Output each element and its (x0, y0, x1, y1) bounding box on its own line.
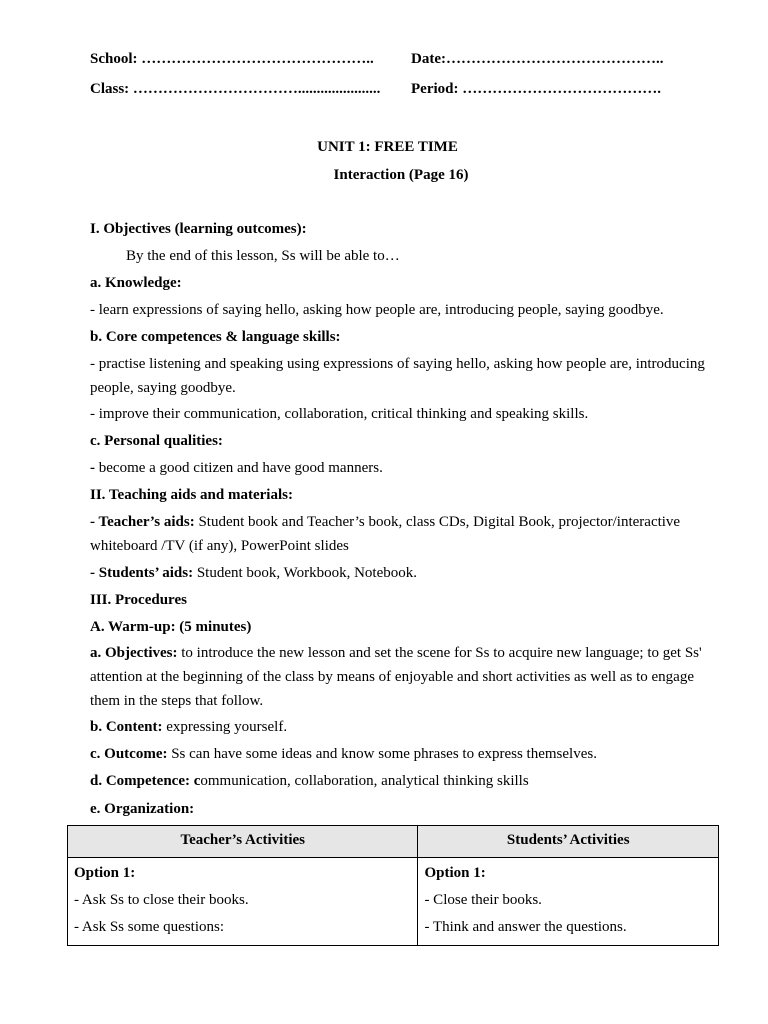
students-activities-cell (418, 858, 719, 946)
date-field: Date:…………………………………….. (411, 51, 664, 67)
warmup-objectives-text: to introduce the new lesson and set the scene for Ss to acquire new language; to get Ss' attention at the beginning of the class by means of enjoyable and short activities as well as to engage them in the steps that follow. (90, 645, 702, 709)
warmup-content-text: expressing yourself. (162, 719, 288, 735)
organization-table (67, 825, 719, 946)
core-competences-line-1: - practise listening and speaking using expressions of saying hello, asking how people are, introducing people, saying goodbye. (90, 356, 705, 396)
students-activity-line: - Close their books. (424, 892, 542, 908)
warmup-content-label: b. Content: (90, 719, 163, 735)
teacher-aids-label: - Teacher’s aids: (90, 514, 195, 530)
table-header-row (68, 826, 719, 858)
knowledge-heading: a. Knowledge: (90, 275, 182, 291)
organization-heading: e. Organization: (90, 801, 195, 817)
students-aids-text: Student book, Workbook, Notebook. (193, 565, 418, 581)
teacher-aids (90, 510, 705, 558)
objectives-heading: I. Objectives (learning outcomes): (90, 221, 307, 237)
warmup-outcome-text: Ss can have some ideas and know some phrases to express themselves. (167, 746, 597, 762)
personal-text: become a good citizen and have good manners. (95, 460, 383, 476)
table-row (68, 858, 719, 946)
core-competences-heading: b. Core competences & language skills: (90, 329, 341, 345)
teacher-option-label: Option 1: (74, 865, 136, 881)
teacher-aids-text: Student book and Teacher’s book, class CDs, Digital Book, projector/interactive whiteboard /TV (if any), PowerPoint slides (90, 514, 681, 554)
warmup-outcome (90, 742, 720, 766)
class-field: Class: ……………………………...................... (90, 81, 381, 97)
warmup-objectives-label: a. Objectives: (90, 645, 178, 661)
teacher-activity-line: - Ask Ss to close their books. (74, 892, 249, 908)
school-field: School: ……………………………………….. (90, 51, 374, 67)
students-activities-header: Students’ Activities (418, 826, 719, 858)
knowledge-text: - learn expressions of saying hello, asking how people are, introducing people, saying goodbye. (90, 302, 664, 318)
students-aids-label: - Students’ aids: (90, 565, 194, 581)
personal-qualities-text (90, 456, 720, 480)
warmup-competence (90, 769, 720, 793)
core-competences-line-2: - improve their communication, collaboration, critical thinking and speaking skills. (90, 406, 589, 422)
personal-dash: - (90, 460, 95, 476)
warmup-competence-label: d. Competence: c (90, 773, 201, 789)
students-aids (90, 561, 720, 585)
teacher-activities-header: Teacher’s Activities (68, 826, 418, 858)
warmup-heading: A. Warm-up: (5 minutes) (90, 619, 252, 635)
period-field: Period: …………………………………. (411, 81, 661, 97)
teacher-activity-line: - Ask Ss some questions: (74, 919, 225, 935)
unit-title: UNIT 1: FREE TIME (317, 139, 458, 155)
lesson-title: Interaction (Page 16) (333, 167, 469, 183)
objectives-intro: By the end of this lesson, Ss will be able to… (126, 248, 400, 264)
warmup-objectives (90, 641, 718, 713)
teaching-aids-heading: II. Teaching aids and materials: (90, 487, 293, 503)
procedures-heading: III. Procedures (90, 592, 187, 608)
students-activity-line: - Think and answer the questions. (424, 919, 627, 935)
warmup-content (90, 715, 720, 739)
students-option-label: Option 1: (424, 865, 486, 881)
teacher-activities-cell (68, 858, 418, 946)
warmup-competence-text: ommunication, collaboration, analytical thinking skills (200, 773, 529, 789)
personal-qualities-heading: c. Personal qualities: (90, 433, 223, 449)
warmup-outcome-label: c. Outcome: (90, 746, 168, 762)
